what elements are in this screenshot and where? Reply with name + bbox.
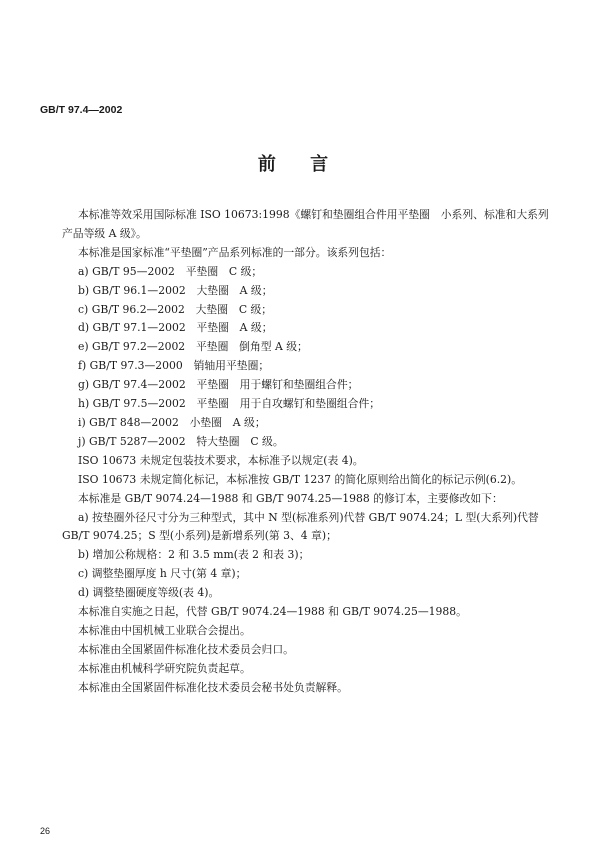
paragraph: 本标准等效采用国际标准 ISO 10673:1998《螺钉和垫圈组合件用平垫圈 小系列、标准和大系列 产品等级 A 级》。 [62, 208, 560, 240]
standard-code-header: GB/T 97.4—2002 [40, 104, 123, 116]
list-item: b) 增加公称规格：2 和 3.5 mm(表 2 和表 3)； [78, 548, 310, 562]
paragraph: 本标准是国家标准“平垫圈”产品系列标准的一部分。该系列包括： [78, 245, 392, 259]
list-item: f) GB/T 97.3—2000 销轴用平垫圈； [78, 359, 270, 373]
paragraph: 本标准由全国紧固件标准化技术委员会秘书处负责解释。 [78, 680, 348, 694]
paragraph: ISO 10673 未规定包装技术要求，本标准予以规定(表 4)。 [78, 453, 364, 467]
page-title: 前 言 [257, 154, 343, 175]
paragraph: 本标准自实施之日起，代替 GB/T 9074.24—1988 和 GB/T 9074.25—1988。 [78, 605, 467, 619]
list-item: d) 调整垫圈硬度等级(表 4)。 [78, 586, 220, 600]
paragraph: 本标准由中国机械工业联合会提出。 [78, 623, 251, 637]
list-item: e) GB/T 97.2—2002 平垫圈 倒角型 A 级； [78, 340, 308, 354]
page-number: 26 [40, 826, 51, 836]
list-item: c) 调整垫圈厚度 h 尺寸(第 4 章)； [78, 567, 247, 581]
list-item: a) GB/T 95—2002 平垫圈 C 级； [78, 264, 263, 278]
foreword-body [62, 206, 560, 698]
paragraph: 本标准由全国紧固件标准化技术委员会归口。 [78, 642, 294, 656]
list-item: j) GB/T 5287—2002 特大垫圈 C 级。 [78, 434, 284, 448]
paragraph: 本标准是 GB/T 9074.24—1988 和 GB/T 9074.25—1988 的修订本，主要修改如下： [78, 491, 503, 505]
paragraph: 本标准由机械科学研究院负责起草。 [78, 661, 251, 675]
list-item: b) GB/T 96.1—2002 大垫圈 A 级； [78, 283, 273, 297]
list-item: i) GB/T 848—2002 小垫圈 A 级； [78, 415, 266, 429]
list-item: c) GB/T 96.2—2002 大垫圈 C 级； [78, 302, 273, 316]
list-item: h) GB/T 97.5—2002 平垫圈 用于自攻螺钉和垫圈组合件； [78, 397, 381, 411]
paragraph: ISO 10673 未规定简化标记，本标准按 GB/T 1237 的简化原则给出简化的标记示例(6.2)。 [78, 472, 523, 486]
list-item: d) GB/T 97.1—2002 平垫圈 A 级； [78, 321, 273, 335]
list-item: g) GB/T 97.4—2002 平垫圈 用于螺钉和垫圈组合件； [78, 378, 359, 392]
list-item: a) 按垫圈外径尺寸分为三种型式，其中 N 型(标准系列)代替 GB/T 9074.24；L 型(大系列)代替 GB/T 9074.25；S 型(小系列)是新增系列(第 3、4 章)； [62, 510, 539, 543]
